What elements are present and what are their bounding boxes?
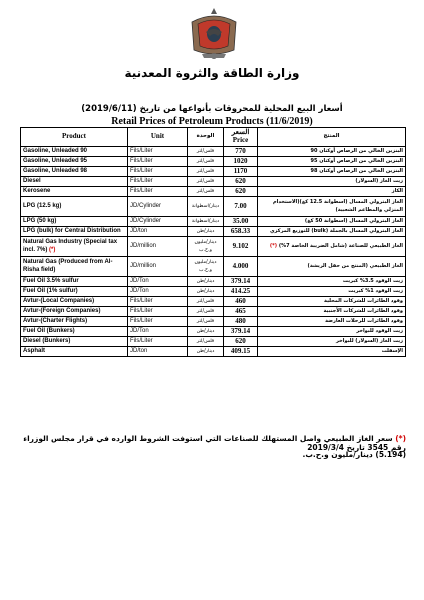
footnote-star: (*) (395, 434, 406, 443)
table-row (21, 327, 406, 337)
product-ar-cell-text: الغاز البترولي المسال (اسطوانة 50 كغ) (304, 217, 403, 224)
product-cell-text: Avtur-(Local Companies) (23, 297, 95, 304)
product-cell (21, 237, 128, 257)
price-cell-text: 620 (235, 186, 246, 195)
unit-cell (128, 237, 188, 257)
price-cell-text: 4.000 (232, 261, 249, 270)
table-row (21, 317, 406, 327)
unit-cell (128, 227, 188, 237)
unit-cell-text: Fils/Liter (130, 297, 153, 304)
price-cell-text: 409.15 (230, 346, 251, 355)
unit-ar-cell (188, 237, 224, 257)
product-ar-cell-text: وقود الطائرات للرحلات العارضة (325, 317, 403, 324)
product-ar-cell (258, 277, 406, 287)
product-cell (21, 227, 128, 237)
ministry-name: وزارة الطاقة والثروة المعدنية (124, 66, 300, 80)
unit-ar-cell-text: دينار/طن (196, 278, 215, 284)
unit-ar-cell (188, 287, 224, 297)
unit-ar-cell (188, 337, 224, 347)
price-cell (224, 327, 258, 337)
unit-ar-cell (188, 317, 224, 327)
unit-cell-text: JD/ton (130, 227, 148, 234)
product-cell (21, 257, 128, 277)
product-cell (21, 167, 128, 177)
unit-cell-text: Fils/Liter (130, 317, 153, 324)
unit-ar-cell (188, 157, 224, 167)
product-ar-cell-text: الغاز الطبيعي للصناعة (شامل الضريبة الخاصة 7%) (278, 242, 403, 249)
unit-ar-cell-text: دينار/طن (196, 288, 215, 294)
product-cell (21, 347, 128, 357)
product-cell-text: Fuel Oil (Bunkers) (23, 327, 75, 334)
product-cell-text: Gasoline, Unleaded 95 (23, 157, 88, 164)
unit-ar-cell-text: فلس/لتر (196, 188, 215, 194)
product-ar-cell (258, 347, 406, 357)
unit-ar-cell-text: فلس/لتر (196, 178, 215, 184)
unit-cell-text: JD/Cylinder (130, 202, 162, 209)
price-cell-text: 379.14 (230, 326, 251, 335)
product-ar-cell-text: الغاز البترولي المسال (اسطوانة 12.5 كغ)(الاستخدام المنزلي والمطاعم الشعبية) (272, 198, 403, 213)
unit-ar-cell-text: دينار/مليون و.ح.ب (194, 239, 217, 253)
unit-ar-cell (188, 177, 224, 187)
product-ar-cell-text: وقود الطائرات للشركات الأجنبية (323, 307, 403, 314)
price-cell (224, 277, 258, 287)
price-cell-text: 414.25 (230, 286, 251, 295)
header-product: Product (21, 128, 128, 147)
unit-cell (128, 307, 188, 317)
product-cell (21, 187, 128, 197)
unit-cell-text: JD/Cylinder (130, 217, 162, 224)
unit-ar-cell-text: فلس/لتر (196, 148, 215, 154)
table-row (21, 307, 406, 317)
unit-cell (128, 317, 188, 327)
product-cell (21, 147, 128, 157)
table-row (21, 177, 406, 187)
product-ar-cell (258, 327, 406, 337)
product-ar-cell (258, 227, 406, 237)
unit-ar-cell-text: دينار/طن (196, 228, 215, 234)
product-cell-text: Gasoline, Unleaded 90 (23, 147, 88, 154)
unit-ar-cell (188, 187, 224, 197)
unit-ar-cell (188, 227, 224, 237)
price-cell-text: 620 (235, 176, 246, 185)
unit-ar-cell (188, 307, 224, 317)
price-cell-text: 35.00 (232, 216, 249, 225)
star-marker: (*) (49, 246, 56, 253)
price-cell-text: 1170 (233, 166, 248, 175)
unit-cell-text: Fils/Liter (130, 147, 153, 154)
unit-ar-cell (188, 257, 224, 277)
price-cell (224, 347, 258, 357)
table-row (21, 157, 406, 167)
product-ar-cell-text: وقود الطائرات للشركات المحلية (324, 297, 403, 304)
table-row (21, 167, 406, 177)
price-cell (224, 337, 258, 347)
price-cell-text: 460 (235, 296, 246, 305)
product-ar-cell-text: البنزين الخالي من الرصاص أوكتان 98 (310, 167, 403, 174)
unit-cell (128, 257, 188, 277)
table-row (21, 277, 406, 287)
unit-ar-cell-text: فلس/لتر (196, 338, 215, 344)
unit-cell (128, 337, 188, 347)
product-cell (21, 287, 128, 297)
unit-ar-cell-text: دينار/اسطوانة (191, 203, 220, 209)
product-ar-cell (258, 177, 406, 187)
product-cell-text: Diesel (Bunkers) (23, 337, 71, 344)
price-cell-text: 770 (235, 146, 246, 155)
title-arabic: أسعار البيع المحلية للمحروقات بأنواعها من تاريخ (2019/6/11) (81, 104, 343, 114)
unit-cell-text: JD/Ton (130, 327, 149, 334)
header-unit-ar: الوحدة (188, 128, 224, 147)
table-row (21, 237, 406, 257)
unit-cell (128, 287, 188, 297)
unit-ar-cell-text: دينار/اسطوانة (191, 218, 220, 224)
price-cell (224, 147, 258, 157)
product-ar-cell-text: زيت الوقود للبواخر (356, 327, 403, 334)
product-cell-text: Natural Gas Industry (Special tax incl. 7%) (23, 238, 118, 253)
star-marker: (*) (269, 242, 278, 249)
price-cell (224, 167, 258, 177)
table-row (21, 227, 406, 237)
product-cell (21, 157, 128, 167)
unit-ar-cell (188, 327, 224, 337)
unit-cell-text: JD/ton (130, 347, 148, 354)
product-cell (21, 297, 128, 307)
price-cell-text: 620 (235, 336, 246, 345)
product-ar-cell (258, 287, 406, 297)
unit-cell-text: Fils/Liter (130, 307, 153, 314)
product-ar-cell (258, 237, 406, 257)
price-cell (224, 187, 258, 197)
table-row (21, 347, 406, 357)
product-ar-cell (258, 307, 406, 317)
product-ar-cell-text: زيت الوقود 3.5% كبريت (342, 277, 403, 284)
price-cell (224, 307, 258, 317)
unit-cell (128, 157, 188, 167)
product-cell (21, 217, 128, 227)
unit-cell-text: JD/Ton (130, 287, 149, 294)
unit-cell (128, 147, 188, 157)
unit-cell-text: JD/million (130, 262, 157, 269)
product-cell-text: Fuel Oil 3.5% sulfur (23, 277, 79, 284)
product-ar-cell-text: زيت الغاز (السولار) للبواخر (336, 337, 403, 344)
unit-cell-text: Fils/Liter (130, 167, 153, 174)
unit-ar-cell-text: فلس/لتر (196, 168, 215, 174)
price-cell (224, 317, 258, 327)
product-ar-cell (258, 197, 406, 217)
unit-ar-cell (188, 197, 224, 217)
product-ar-cell-text: الغاز البترولي المسال بالجملة (bulk) للتوزيع المركزي (269, 227, 403, 234)
unit-ar-cell (188, 347, 224, 357)
price-cell (224, 197, 258, 217)
unit-ar-cell-text: فلس/لتر (196, 308, 215, 314)
product-cell-text: LPG (50 kg) (23, 217, 57, 224)
unit-cell (128, 167, 188, 177)
product-cell-text: Fuel Oil (1% sulfur) (23, 287, 78, 294)
table-row (21, 217, 406, 227)
product-ar-cell-text: زيت الوقود 1% كبريت (348, 287, 403, 294)
product-ar-cell-text: الإسفلت (381, 347, 403, 354)
product-ar-cell-text: الكاز (391, 187, 403, 194)
header-product-ar: المنتج (258, 128, 406, 147)
unit-cell (128, 297, 188, 307)
unit-cell-text: Fils/Liter (130, 187, 153, 194)
unit-ar-cell (188, 297, 224, 307)
unit-ar-cell (188, 167, 224, 177)
product-cell-text: Diesel (23, 177, 41, 184)
product-ar-cell-text: البنزين الخالي من الرصاص أوكتان 95 (310, 157, 403, 164)
product-cell-text: Avtur-(Foreign Companies) (23, 307, 101, 314)
product-cell-text: Natural Gas (Produced from Al-Risha field) (23, 258, 113, 273)
jordan-coat-of-arms-icon (184, 6, 244, 62)
unit-cell-text: JD/Ton (130, 277, 149, 284)
price-cell-text: 465 (235, 306, 246, 315)
unit-cell-text: JD/million (130, 242, 157, 249)
unit-cell (128, 187, 188, 197)
product-ar-cell (258, 157, 406, 167)
table-row (21, 287, 406, 297)
unit-cell-text: Fils/Liter (130, 157, 153, 164)
unit-ar-cell-text: فلس/لتر (196, 158, 215, 164)
prices-table (20, 127, 406, 357)
product-ar-cell-text: زيت الغاز (السولار) (355, 177, 403, 184)
unit-ar-cell-text: دينار/طن (196, 348, 215, 354)
product-cell-text: Asphalt (23, 347, 46, 354)
unit-cell (128, 217, 188, 227)
table-row (21, 257, 406, 277)
product-cell (21, 337, 128, 347)
footnote-line1: سعر الغاز الطبيعي واصل المستهلك للصناعات التي استوفت الشروط الوارده في قرار مجلس الوزراء رقم 3545 تاريخ 2019/3/4 (23, 434, 406, 452)
product-ar-cell (258, 297, 406, 307)
price-cell (224, 287, 258, 297)
product-cell (21, 277, 128, 287)
product-cell (21, 197, 128, 217)
product-cell-text: LPG (12.5 kg) (23, 202, 62, 209)
unit-ar-cell-text: دينار/مليون و.ح.ب (194, 259, 217, 273)
price-cell (224, 217, 258, 227)
unit-ar-cell (188, 147, 224, 157)
product-ar-cell (258, 257, 406, 277)
unit-cell (128, 327, 188, 337)
table-row (21, 197, 406, 217)
product-ar-cell (258, 217, 406, 227)
product-cell (21, 317, 128, 327)
price-cell-text: 9.102 (232, 241, 249, 250)
unit-cell (128, 277, 188, 287)
product-cell (21, 307, 128, 317)
product-ar-cell (258, 317, 406, 327)
title-english: Retail Prices of Petroleum Products (11/6/2019) (111, 116, 313, 127)
price-cell (224, 297, 258, 307)
table-header-row (21, 128, 406, 147)
footnote-line2: (5.194) دينار/مليون و.ح.ب. (302, 450, 406, 459)
unit-cell (128, 177, 188, 187)
table-row (21, 297, 406, 307)
unit-cell-text: Fils/Liter (130, 177, 153, 184)
price-cell-text: 480 (235, 316, 246, 325)
price-cell-text: 1020 (233, 156, 248, 165)
product-cell (21, 177, 128, 187)
price-cell (224, 227, 258, 237)
unit-ar-cell-text: دينار/طن (196, 328, 215, 334)
product-ar-cell-text: الغاز الطبيعي (المنتج من حقل الريشة) (307, 262, 403, 269)
product-ar-cell (258, 147, 406, 157)
product-ar-cell (258, 187, 406, 197)
unit-ar-cell-text: فلس/لتر (196, 298, 215, 304)
table-row (21, 337, 406, 347)
product-cell-text: Gasoline, Unleaded 98 (23, 167, 88, 174)
unit-ar-cell (188, 277, 224, 287)
price-cell-text: 379.14 (230, 276, 251, 285)
table-row (21, 147, 406, 157)
header-unit: Unit (128, 128, 188, 147)
unit-ar-cell (188, 217, 224, 227)
price-cell (224, 177, 258, 187)
product-ar-cell-text: البنزين الخالي من الرصاص أوكتان 90 (310, 147, 403, 154)
header-price: السعر Price (224, 128, 258, 147)
table-row (21, 187, 406, 197)
unit-cell (128, 347, 188, 357)
product-cell-text: LPG (bulk) for Central Distribution (23, 227, 121, 234)
price-cell (224, 237, 258, 257)
unit-ar-cell-text: فلس/لتر (196, 318, 215, 324)
product-ar-cell (258, 337, 406, 347)
price-cell-text: 7.00 (234, 201, 247, 210)
price-cell (224, 257, 258, 277)
product-cell (21, 327, 128, 337)
unit-cell-text: Fils/Liter (130, 337, 153, 344)
product-ar-cell (258, 167, 406, 177)
price-cell-text: 658.33 (230, 226, 251, 235)
unit-cell (128, 197, 188, 217)
price-cell (224, 157, 258, 167)
product-cell-text: Kerosene (23, 187, 51, 194)
product-cell-text: Avtur-(Charter Flights) (23, 317, 88, 324)
